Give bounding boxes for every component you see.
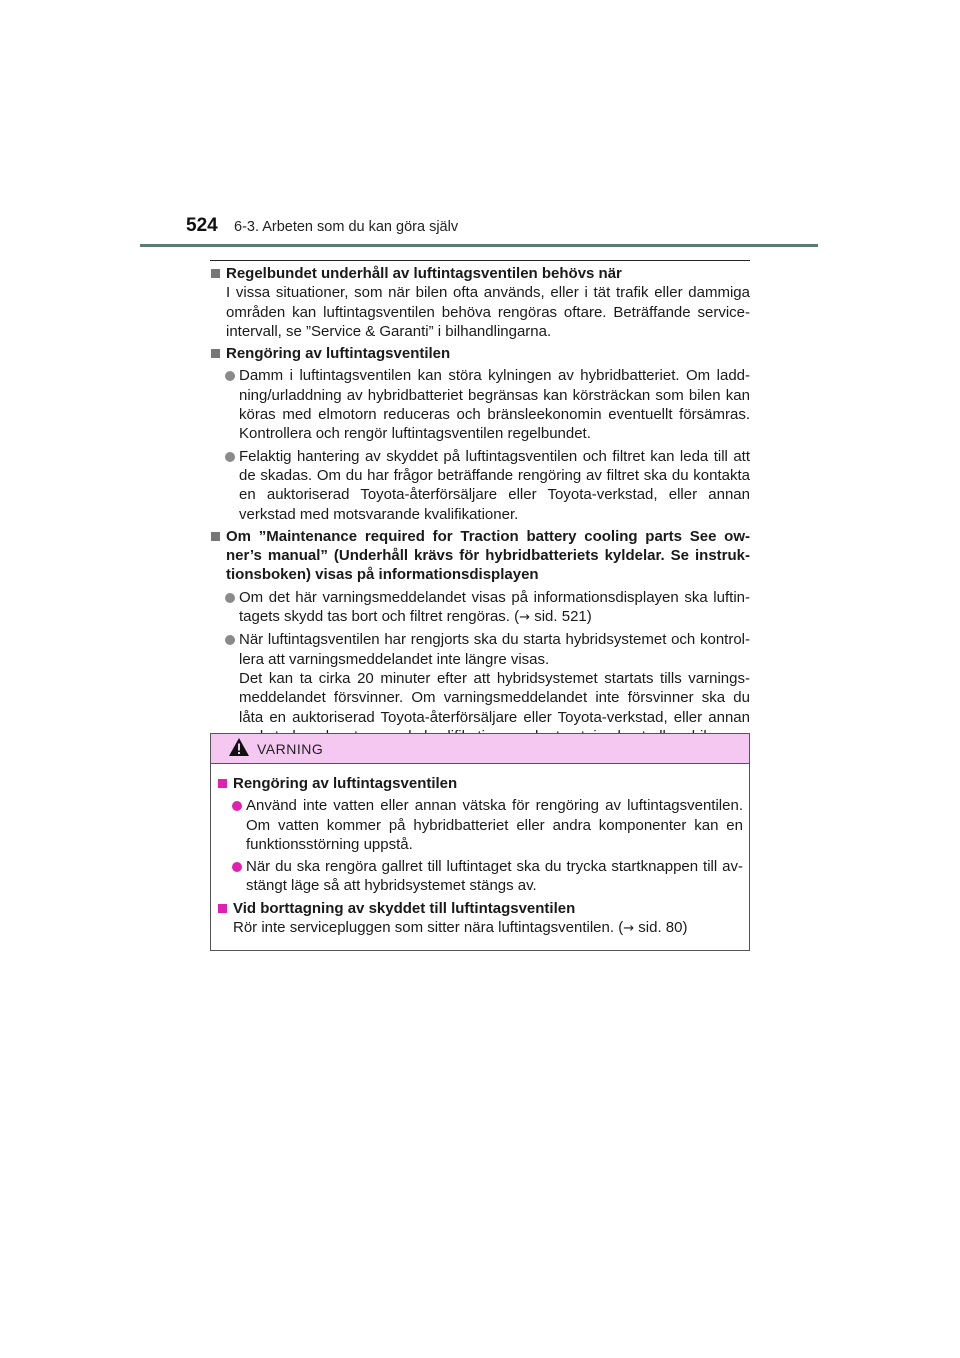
bullet-text: När luftintagsventilen har rengjorts ska du starta hybridsystemet och kontrol-lera att varningsmeddelandet inte längre visas. bbox=[239, 631, 750, 668]
section-heading bbox=[210, 264, 750, 283]
circle-bullet-icon bbox=[225, 593, 235, 603]
square-bullet-icon bbox=[218, 779, 227, 788]
warning-body bbox=[211, 764, 749, 938]
warning-box bbox=[210, 733, 750, 951]
bullet-text: När du ska rengöra gallret till luftintaget ska du trycka startknappen till av-stängt läge så att hybridsystemet stängs av. bbox=[246, 858, 743, 895]
warning-paragraph bbox=[233, 918, 743, 938]
circle-bullet-icon bbox=[225, 452, 235, 462]
section-heading-text: Rengöring av luftintagsventilen bbox=[226, 345, 451, 363]
bullet-text: Om det här varningsmeddelandet visas på informationsdisplayen ska luftin-tagets skydd tas bort och filtret rengöras. ( bbox=[239, 588, 750, 626]
arrow-icon: → bbox=[623, 921, 635, 937]
warning-heading-text: Rengöring av luftintagsventilen bbox=[233, 775, 458, 792]
section-regular-maintenance bbox=[210, 264, 750, 341]
section-heading bbox=[210, 344, 750, 363]
square-bullet-icon bbox=[211, 532, 220, 541]
bullet-item bbox=[210, 366, 750, 443]
warning-heading bbox=[217, 774, 743, 793]
section-heading-text: Om ”Maintenance required for Traction battery cooling parts See ow-ner’s manual” (Underhåll krävs för hybridbatteriets kyldelar. Se instruk-tionsboken) visas på informationsdisplayen bbox=[226, 527, 750, 584]
warning-bullet-item bbox=[217, 796, 743, 854]
arrow-icon: → bbox=[519, 610, 531, 626]
main-content bbox=[210, 264, 750, 749]
square-bullet-icon bbox=[211, 349, 220, 358]
section-heading-text: Regelbundet underhåll av luftintagsventilen behövs när bbox=[226, 265, 622, 282]
square-bullet-icon bbox=[211, 269, 220, 278]
section-paragraph: I vissa situationer, som när bilen ofta används, eller i tät trafik eller dammiga områden kan luftintagsventilen behöva rengöras oftare. Beträffande service-intervall, se ”Service & Garanti” i bilhandlingarna. bbox=[226, 284, 750, 340]
warning-heading bbox=[217, 899, 743, 918]
section-heading bbox=[210, 527, 750, 585]
warning-label: VARNING bbox=[257, 741, 324, 757]
warning-header bbox=[211, 734, 749, 764]
header-rule bbox=[140, 244, 818, 247]
page-reference-link[interactable]: sid. 521) bbox=[530, 608, 592, 626]
content-top-rule bbox=[210, 260, 750, 261]
section-maintenance-message bbox=[210, 527, 750, 746]
bullet-item bbox=[210, 630, 750, 746]
warning-heading-text: Vid borttagning av skyddet till luftintagsventilen bbox=[233, 899, 576, 917]
circle-bullet-icon bbox=[225, 635, 235, 645]
bullet-text: Använd inte vatten eller annan vätska för rengöring av luftintagsventilen. Om vatten kommer på hybridbatteriet eller andra komponenter kan en funktionsstörning uppstå. bbox=[246, 797, 743, 853]
page-reference-link[interactable]: sid. 80) bbox=[634, 919, 688, 937]
circle-bullet-icon bbox=[225, 371, 235, 381]
bullet-text-continued: Det kan ta cirka 20 minuter efter att hybridsystemet startats tills varnings-meddelandet försvinner. Om varningsmeddelandet inte försvinner ska du låta en auktoriserad Toyota-återförsäljare eller Toyota-verkstad, eller annan bbox=[239, 669, 750, 726]
bullet-item bbox=[210, 588, 750, 628]
warning-bullet-item bbox=[217, 857, 743, 896]
bullet-text: Felaktig hantering av skyddet på luftintagsventilen och filtret kan leda till att de skadas. Om du har frågor beträffande rengöring av filtret ska du kontakta en auktoriserad Toyota-återförsäljare eller Toyota-verkstad, eller annan verkstad med motsvarande kvalifikationer. bbox=[239, 447, 750, 523]
section-cleaning bbox=[210, 344, 750, 524]
bullet-text: Damm i luftintagsventilen kan störa kylningen av hybridbatteriet. Om ladd-ning/urladdning av hybridbatteriet begränsas kan körsträckan som bilen kan köras med elmotorn reduceras och bränsleekonomin eventuellt försämras. Kontrollera och rengör luftintagsventilen regelbundet. bbox=[239, 367, 750, 443]
section-title: 6-3. Arbeten som du kan göra själv bbox=[234, 219, 459, 235]
circle-bullet-icon bbox=[232, 862, 242, 872]
square-bullet-icon bbox=[218, 904, 227, 913]
paragraph-text: Rör inte servicepluggen som sitter nära luftintagsventilen. ( bbox=[233, 919, 624, 937]
circle-bullet-icon bbox=[232, 801, 242, 811]
warning-triangle-icon bbox=[228, 737, 250, 762]
bullet-item bbox=[210, 447, 750, 524]
page-number: 524 bbox=[186, 215, 218, 236]
